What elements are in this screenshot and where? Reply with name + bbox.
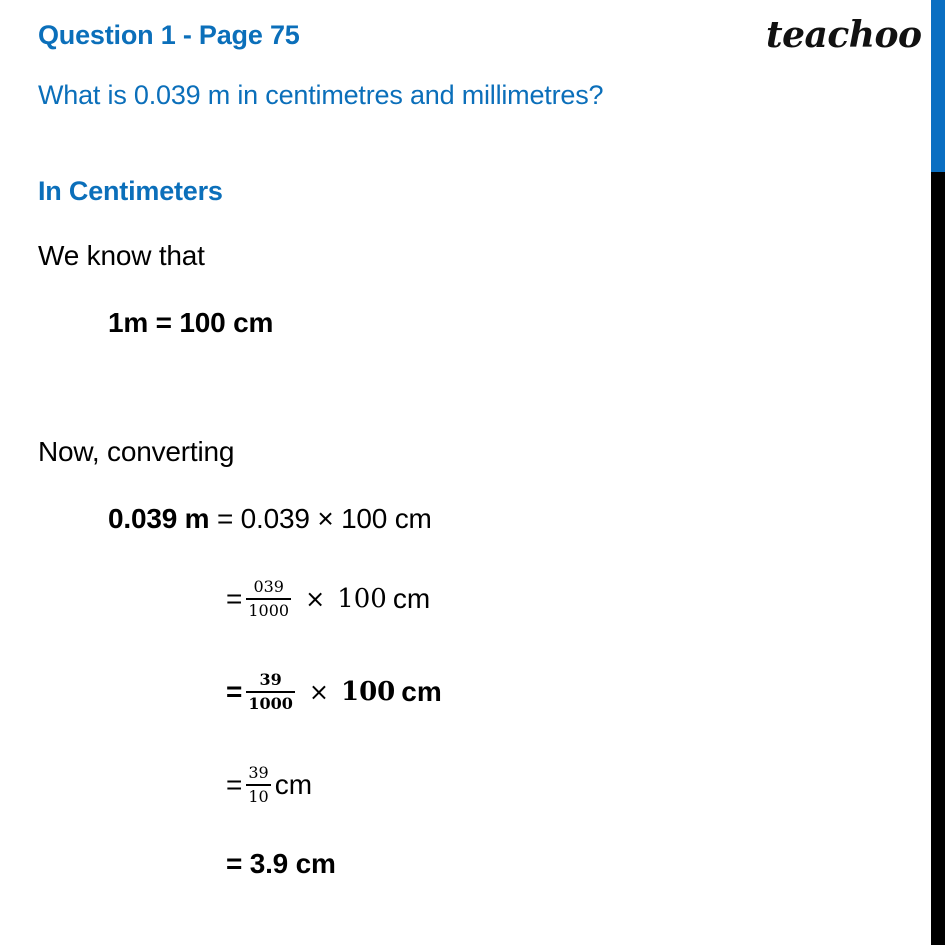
final-result: = 3.9 cm	[226, 848, 336, 879]
step-2-value: 100	[337, 584, 387, 614]
step-3-denominator: 1000	[246, 691, 295, 713]
step-3-unit: cm	[401, 676, 442, 707]
step-2-fraction	[246, 578, 291, 620]
step-4-unit: cm	[274, 769, 313, 800]
step-4	[226, 764, 312, 806]
step-4-fraction	[246, 764, 270, 806]
step-1-rhs: = 0.039 × 100 cm	[216, 503, 432, 534]
intro-text: We know that	[38, 240, 205, 271]
step-2-denominator: 1000	[246, 598, 291, 620]
section-heading: In Centimeters	[38, 176, 223, 206]
step-1	[108, 503, 432, 535]
step-4-equals: =	[226, 769, 243, 800]
step-4-denominator: 10	[246, 784, 270, 806]
step-2-equals: =	[226, 583, 243, 614]
step-2	[226, 578, 430, 620]
sidebar-dark-bar	[931, 172, 945, 945]
step-3-equals: =	[226, 676, 243, 707]
step-2-times: ×	[305, 585, 326, 613]
step-4-numerator: 39	[248, 763, 269, 782]
known-fact: 1m = 100 cm	[108, 307, 274, 338]
sidebar-accent-bar	[931, 0, 945, 172]
teachoo-logo: teachoo	[766, 14, 922, 56]
step-3-numerator: 39	[259, 670, 282, 689]
question-text: What is 0.039 m in centimetres and millimetres?	[38, 80, 604, 110]
converting-label: Now, converting	[38, 436, 235, 467]
page-title: Question 1 - Page 75	[38, 20, 300, 50]
step-3-fraction	[246, 671, 295, 713]
step-3-times: ×	[308, 678, 329, 706]
step-3-value: 100	[341, 677, 396, 707]
step-3	[226, 671, 442, 713]
step-1-lhs: 0.039 m	[108, 503, 210, 534]
step-2-unit: cm	[392, 583, 431, 614]
step-2-numerator: 039	[253, 577, 284, 596]
